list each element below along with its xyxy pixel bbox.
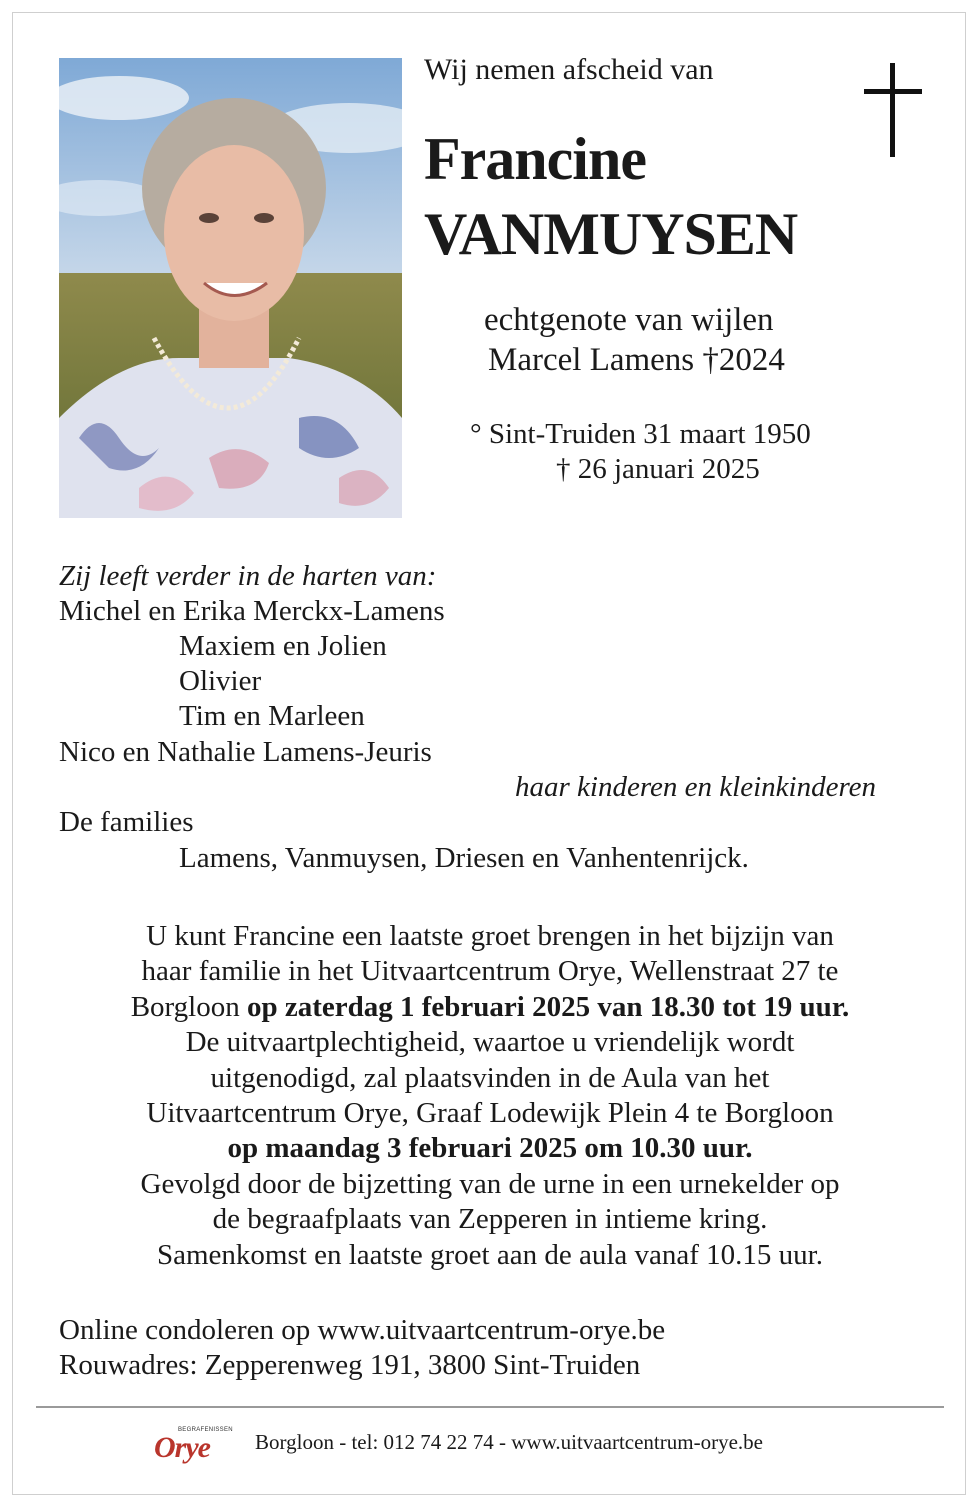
- funeral-time: op maandag 3 februari 2025 om 10.30 uur.: [227, 1132, 753, 1165]
- visitation-time: op zaterdag 1 februari 2025 van 18.30 tot 19 uur.: [247, 990, 850, 1023]
- logo-small-text: BEGRAFENISSEN: [178, 1427, 233, 1433]
- families-list: Lamens, Vanmuysen, Driesen en Vanhentenrijck.: [179, 842, 749, 874]
- divider: [36, 1406, 944, 1408]
- intro-text: Wij nemen afscheid van: [424, 53, 714, 86]
- online-condolence: Online condoleren op www.uitvaartcentrum-orye.be: [59, 1314, 666, 1346]
- service-line: Uitvaartcentrum Orye, Graaf Lodewijk Plein 4 te Borgloon: [146, 1097, 834, 1130]
- service-line: U kunt Francine een laatste groet brengen in het bijzijn van: [146, 920, 834, 952]
- mourning-address: Rouwadres: Zepperenweg 191, 3800 Sint-Truiden: [59, 1349, 641, 1381]
- spouse-line-1: echtgenote van wijlen: [484, 302, 774, 338]
- service-line: haar familie in het Uitvaartcentrum Orye, Wellenstraat 27 te: [141, 955, 839, 988]
- logo-word: Orye: [154, 1431, 210, 1464]
- deceased-first-name: Francine: [424, 126, 646, 192]
- families-label: De families: [59, 806, 194, 838]
- footer-contact: Borgloon - tel: 012 74 22 74 - www.uitvaartcentrum-orye.be: [255, 1430, 763, 1454]
- service-line: Samenkomst en laatste groet aan de aula vanaf 10.15 uur.: [157, 1238, 823, 1271]
- birth-info: ° Sint-Truiden 31 maart 1950: [470, 418, 811, 450]
- death-info: † 26 januari 2025: [556, 453, 760, 485]
- grandchild-2: Olivier: [179, 665, 262, 697]
- orye-logo: [154, 1427, 233, 1465]
- service-line: de begraafplaats van Zepperen in intieme kring.: [212, 1203, 768, 1236]
- portrait-photo: [59, 58, 402, 518]
- service-line: uitgenodigd, zal plaatsvinden in de Aula van het: [210, 1061, 770, 1094]
- service-line: [40, 1131, 940, 1166]
- relation-text: haar kinderen en kleinkinderen: [515, 771, 877, 803]
- service-text: Borgloon: [130, 990, 247, 1023]
- grandchild-3: Tim en Marleen: [179, 700, 365, 732]
- family-intro: Zij leeft verder in de harten van:: [59, 560, 437, 592]
- service-line: Gevolgd door de bijzetting van de urne in een urnekelder op: [140, 1167, 840, 1200]
- grandchild-1: Maxiem en Jolien: [179, 630, 387, 662]
- deceased-last-name: VANMUYSEN: [424, 201, 798, 267]
- service-line: [40, 990, 940, 1025]
- family-line-2: Nico en Nathalie Lamens-Jeuris: [59, 736, 432, 768]
- spouse-line-2: Marcel Lamens †2024: [488, 342, 785, 378]
- service-line: De uitvaartplechtigheid, waartoe u vriendelijk wordt: [185, 1026, 795, 1059]
- service-details: [40, 919, 940, 1273]
- family-line-1: Michel en Erika Merckx-Lamens: [59, 595, 445, 627]
- cross-icon: [864, 63, 922, 157]
